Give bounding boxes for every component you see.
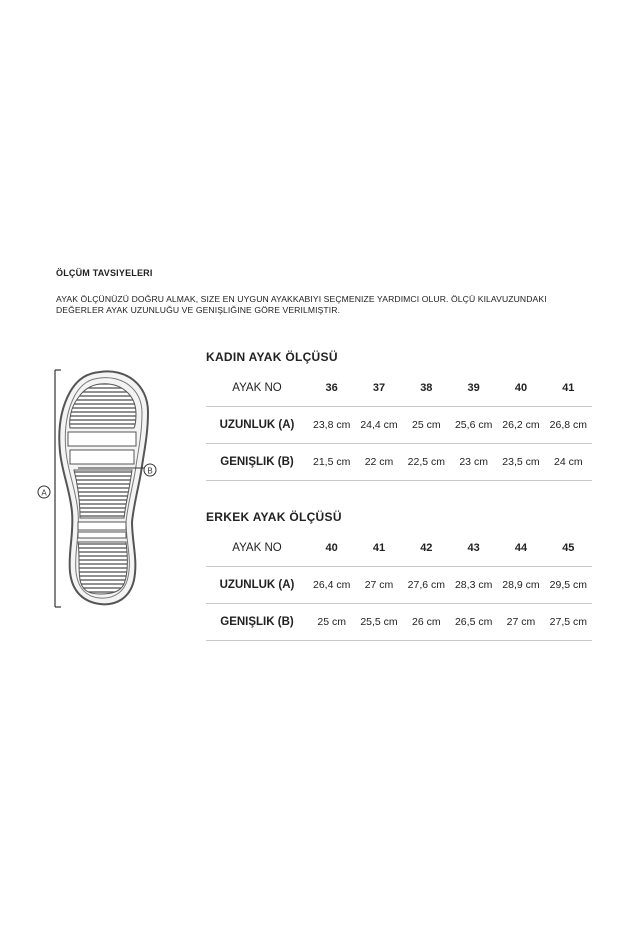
intro-line-2: DEĞERLER AYAK UZUNLUĞU VE GENIŞLIĞINE GÖRE VERILMIŞTIR.: [56, 305, 341, 315]
women-length-cell: 26,2 cm: [497, 407, 544, 444]
women-size-cell: 38: [420, 382, 433, 394]
intro-text: [56, 294, 586, 316]
men-size-cell: 45: [562, 542, 575, 554]
heel-band-2: [78, 532, 126, 538]
men-size-cell: 41: [372, 542, 386, 554]
label-a: A: [41, 488, 47, 498]
men-size-table: [206, 530, 592, 641]
women-size-row: [206, 370, 592, 407]
men-length-cell: 28,3 cm: [450, 567, 497, 604]
women-length-cell: 26,8 cm: [545, 407, 592, 444]
women-length-label: UZUNLUK (A): [206, 407, 308, 444]
shoe-sole-diagram: [30, 362, 190, 612]
women-length-cell: 24,4 cm: [355, 407, 402, 444]
women-width-cell: 24 cm: [545, 444, 592, 481]
women-width-cell: 22,5 cm: [403, 444, 450, 481]
men-width-cell: 27,5 cm: [545, 604, 592, 641]
women-size-cell: 39: [467, 382, 480, 394]
women-width-row: [206, 444, 592, 481]
label-a-marker: [38, 486, 50, 498]
men-width-cell: 25,5 cm: [355, 604, 402, 641]
men-size-row: [206, 530, 592, 567]
women-width-cell: 21,5 cm: [308, 444, 355, 481]
women-size-table: [206, 370, 592, 481]
women-width-cell: 23 cm: [450, 444, 497, 481]
heel-tread: [78, 542, 127, 594]
men-width-cell: 26 cm: [403, 604, 450, 641]
men-length-cell: 29,5 cm: [545, 567, 592, 604]
women-length-cell: 23,8 cm: [308, 407, 355, 444]
men-length-cell: 28,9 cm: [497, 567, 544, 604]
men-length-label: UZUNLUK (A): [206, 567, 308, 604]
men-size-label: AYAK NO: [232, 542, 282, 554]
men-length-cell: 27 cm: [355, 567, 402, 604]
length-measure-line: [55, 370, 61, 607]
label-b: B: [147, 466, 153, 476]
women-size-cell: 36: [325, 382, 338, 394]
women-size-cell: 37: [372, 382, 386, 394]
women-width-cell: 23,5 cm: [497, 444, 544, 481]
men-length-cell: 26,4 cm: [308, 567, 355, 604]
men-length-row: [206, 567, 592, 604]
men-width-label: GENIŞLIK (B): [206, 604, 308, 641]
men-length-cell: 27,6 cm: [403, 567, 450, 604]
women-length-cell: 25 cm: [403, 407, 450, 444]
heel-band-1: [78, 522, 126, 530]
flex-band-2: [70, 450, 134, 464]
men-width-cell: 26,5 cm: [450, 604, 497, 641]
women-length-row: [206, 407, 592, 444]
intro-line-1: AYAK ÖLÇÜNÜZÜ DOĞRU ALMAK, SIZE EN UYGUN AYAKKABIYI SEÇMENIZE YARDIMCI OLUR. ÖLÇÜ KILAVUZUNDAKI: [56, 294, 547, 304]
men-size-cell: 40: [325, 542, 338, 554]
women-size-cell: 40: [514, 382, 528, 394]
men-table-title: ERKEK AYAK ÖLÇÜSÜ: [206, 510, 342, 524]
women-width-cell: 22 cm: [355, 444, 402, 481]
men-width-cell: 25 cm: [308, 604, 355, 641]
women-table-title: KADIN AYAK ÖLÇÜSÜ: [206, 350, 338, 364]
men-size-cell: 43: [467, 542, 480, 554]
women-size-cell: 41: [562, 382, 575, 394]
men-size-cell: 44: [514, 542, 528, 554]
women-size-label: AYAK NO: [232, 382, 282, 394]
midfoot-tread: [74, 470, 132, 518]
flex-band-1: [68, 432, 136, 446]
men-width-cell: 27 cm: [497, 604, 544, 641]
men-size-cell: 42: [420, 542, 433, 554]
women-width-label: GENIŞLIK (B): [206, 444, 308, 481]
page-heading: ÖLÇÜM TAVSIYELERI: [56, 268, 153, 278]
men-width-row: [206, 604, 592, 641]
women-length-cell: 25,6 cm: [450, 407, 497, 444]
